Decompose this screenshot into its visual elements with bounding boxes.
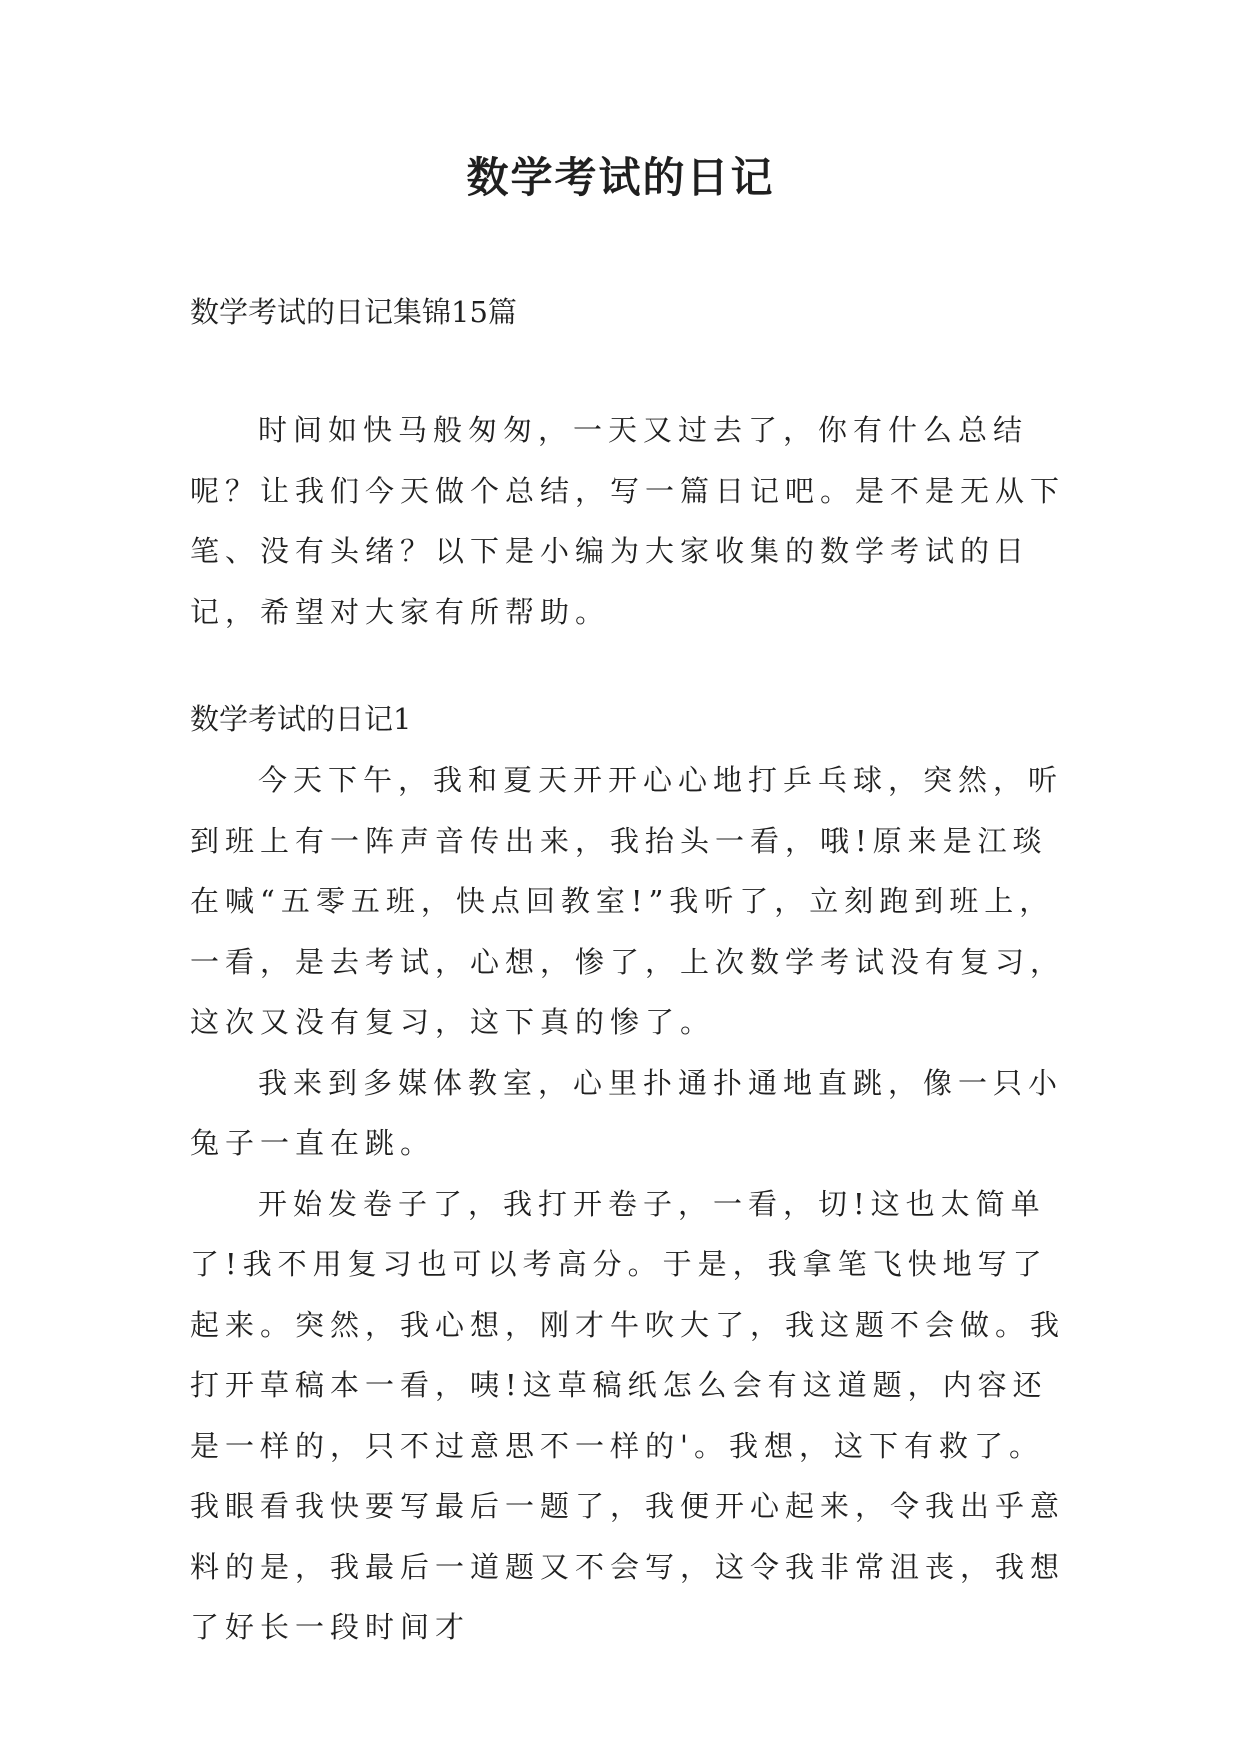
section-heading: 数学考试的日记1 xyxy=(190,702,412,736)
body-paragraph: 今天下午，我和夏天开开心心地打乒乓球，突然，听到班上有一阵声音传出来，我抬头一看，哦!原来是江琰在喊“五零五班，快点回教室!”我听了，立刻跑到班上，一看，是去考试，心想，惨了，上次数学考试没有复习，这次又没有复习，这下真的惨了。 xyxy=(190,763,1066,1039)
body-paragraph: 开始发卷子了，我打开卷子，一看，切!这也太简单了!我不用复习也可以考高分。于是，我拿笔飞快地写了起来。突然，我心想，刚才牛吹大了，我这题不会做。我打开草稿本一看，咦!这草稿纸怎么会有这道题，内容还是一样的，只不过意思不一样的'。我想，这下有救了。我眼看我快要写最后一题了，我便开心起来，令我出乎意料的是，我最后一道题又不会写，这令我非常沮丧，我想了好长一段时间才 xyxy=(190,1186,1066,1644)
diary-body xyxy=(190,750,1070,1658)
document-title: 数学考试的日记 xyxy=(466,153,775,202)
document-subtitle: 数学考试的日记集锦15篇 xyxy=(190,295,517,329)
intro-paragraph: 时间如快马般匆匆，一天又过去了，你有什么总结呢？让我们今天做个总结，写一篇日记吧。是不是无从下笔、没有头绪？以下是小编为大家收集的数学考试的日记，希望对大家有所帮助。 xyxy=(190,413,1066,629)
body-paragraph: 我来到多媒体教室，心里扑通扑通地直跳，像一只小兔子一直在跳。 xyxy=(190,1065,1064,1160)
